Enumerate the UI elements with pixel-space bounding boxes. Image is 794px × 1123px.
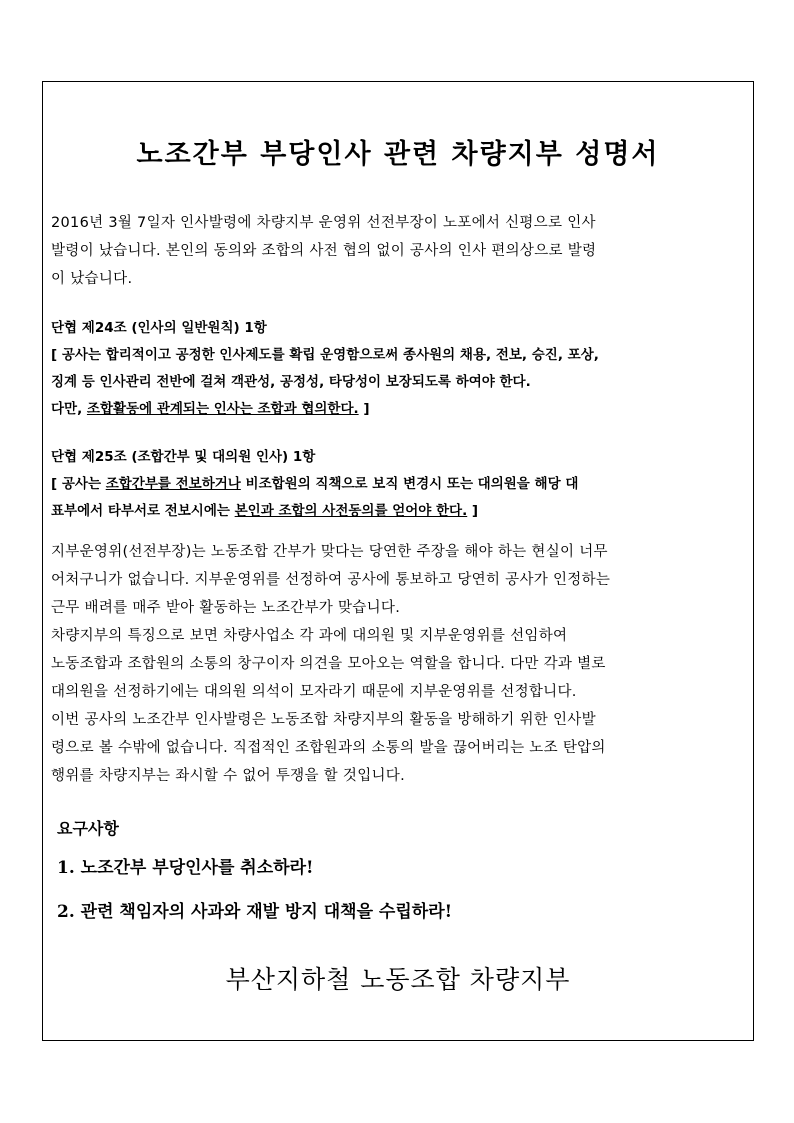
article-24-line: [ 공사는 합리적이고 공정한 인사제도를 확립 운영함으로써 종사원의 채용, 전보, 승진, 포상, — [51, 347, 599, 363]
article-24-heading: 단협 제24조 (인사의 일반원칙) 1항 — [51, 320, 267, 336]
body-line: 노동조합과 조합원의 소통의 창구이자 의견을 모아오는 역할을 합니다. 다만 각과 별로 — [51, 656, 606, 672]
article-24-text: ] — [358, 401, 370, 417]
article-25-line — [51, 471, 745, 498]
article-24-line — [51, 396, 745, 423]
article-24-line: 징계 등 인사관리 전반에 걸쳐 객관성, 공정성, 타당성이 보장되도록 하여야 한다. — [51, 374, 531, 390]
demand-item: 1. 노조간부 부당인사를 취소하라! — [57, 858, 314, 878]
body-line: 차량지부의 특징으로 보면 차량사업소 각 과에 대의원 및 지부운영위를 선임하여 — [51, 628, 568, 644]
article-24-text: 다만, — [51, 401, 87, 417]
article-25-text: [ 공사는 — [51, 476, 106, 492]
body-paragraphs — [51, 538, 745, 790]
article-25-underlined: 조합간부를 전보하거나 — [105, 476, 241, 492]
article-24-underlined: 조합활동에 관계되는 인사는 조합과 협의한다. — [86, 401, 359, 417]
body-line: 령으로 볼 수밖에 없습니다. 직접적인 조합원과의 소통의 발을 끊어버리는 노조 탄압의 — [51, 740, 606, 756]
statement-frame — [42, 81, 754, 1041]
demands-heading: 요구사항 — [57, 819, 119, 838]
article-24-block — [51, 315, 745, 423]
body-line: 대의원을 선정하기에는 대의원 의석이 모자라기 때문에 지부운영위를 선정합니다. — [51, 684, 577, 700]
page-title: 노조간부 부당인사 관련 차량지부 성명서 — [136, 139, 660, 170]
article-25-heading: 단협 제25조 (조합간부 및 대의원 인사) 1항 — [51, 449, 316, 465]
body-line: 근무 배려를 매주 받아 활동하는 노조간부가 맞습니다. — [51, 600, 401, 616]
body-line: 행위를 차량지부는 좌시할 수 없어 투쟁을 할 것입니다. — [51, 768, 406, 784]
body-line: 지부운영위(선전부장)는 노동조합 간부가 맞다는 당연한 주장을 해야 하는 현실이 너무 — [51, 544, 608, 560]
article-25-block — [51, 444, 745, 525]
body-line: 이번 공사의 노조간부 인사발령은 노동조합 차량지부의 활동을 방해하기 위한 인사발 — [51, 712, 596, 728]
intro-line: 2016년 3월 7일자 인사발령에 차량지부 운영위 선전부장이 노포에서 신평으로 인사 — [51, 215, 596, 231]
article-25-text: 표부에서 타부서로 전보시에는 — [51, 503, 235, 519]
intro-line: 발령이 났습니다. 본인의 동의와 조합의 사전 협의 없이 공사의 인사 편의상으로 발령 — [51, 243, 597, 259]
intro-line: 이 났습니다. — [51, 271, 133, 287]
article-25-line — [51, 498, 745, 525]
article-25-text: ] — [467, 503, 479, 519]
demand-item: 2. 관련 책임자의 사과와 재발 방지 대책을 수립하라! — [57, 902, 453, 922]
body-line: 어처구니가 없습니다. 지부운영위를 선정하여 공사에 통보하고 당연히 공사가 인정하는 — [51, 572, 611, 588]
article-25-text: 비조합원의 직책으로 보직 변경시 또는 대의원을 해당 대 — [240, 476, 579, 492]
article-25-underlined: 본인과 조합의 사전동의를 얻어야 한다. — [234, 503, 468, 519]
intro-paragraph — [51, 209, 745, 293]
signature: 부산지하철 노동조합 차량지부 — [225, 965, 571, 994]
